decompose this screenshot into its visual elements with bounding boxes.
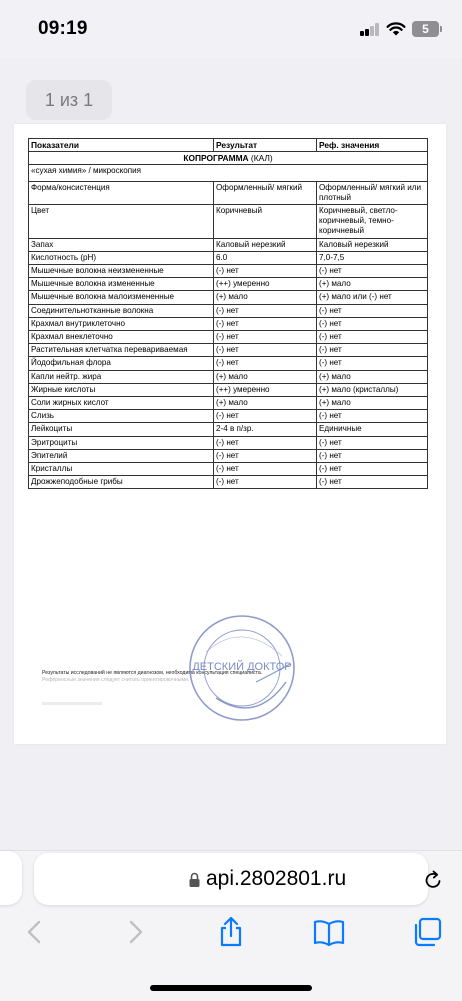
table-row — [29, 331, 428, 344]
result-cell: (-) нет — [214, 317, 317, 330]
reference-cell: (+) мало или (-) нет — [317, 291, 428, 304]
reference-cell: (-) нет — [317, 463, 428, 476]
result-cell: Каловый нерезкий — [214, 238, 317, 251]
indicator-cell: Йодофильная флора — [29, 357, 214, 370]
table-row — [29, 476, 428, 489]
reference-cell: (+) мало — [317, 397, 428, 410]
table-row — [29, 423, 428, 436]
table-row — [29, 436, 428, 449]
book-icon[interactable] — [312, 915, 346, 949]
table-row — [29, 205, 428, 239]
table-header-row — [29, 139, 428, 152]
indicator-cell: Мышечные волокна неизмененные — [29, 265, 214, 278]
table-row — [29, 265, 428, 278]
reference-cell: Каловый нерезкий — [317, 238, 428, 251]
reference-cell: (-) нет — [317, 357, 428, 370]
table-row — [29, 370, 428, 383]
indicator-cell: Мышечные волокна измененные — [29, 278, 214, 291]
reference-cell: (-) нет — [317, 410, 428, 423]
table-row — [29, 397, 428, 410]
table-row — [29, 357, 428, 370]
indicator-cell: Кристаллы — [29, 463, 214, 476]
reference-cell: (+) мало (кристаллы) — [317, 383, 428, 396]
chevron-right-icon[interactable] — [118, 915, 152, 949]
indicator-cell: Цвет — [29, 205, 214, 239]
table-row — [29, 344, 428, 357]
indicator-cell: Капли нейтр. жира — [29, 370, 214, 383]
reference-cell: (-) нет — [317, 449, 428, 462]
table-row — [29, 383, 428, 396]
disclaimer-line: Референсные значения следует считать ориентировочными. — [42, 677, 190, 683]
result-cell: (-) нет — [214, 331, 317, 344]
column-header: Показатели — [29, 139, 214, 152]
scan-smudge — [42, 702, 102, 705]
cellular-signal-icon — [360, 23, 380, 36]
reference-cell: Оформленный/ мягкий или плотный — [317, 181, 428, 204]
tabs-icon[interactable] — [410, 915, 444, 949]
table-row — [29, 251, 428, 264]
result-cell: 2-4 в п/зр. — [214, 423, 317, 436]
indicator-cell: Эритроциты — [29, 436, 214, 449]
section-title-suffix: (КАЛ) — [248, 153, 273, 164]
wifi-icon — [386, 20, 406, 36]
result-cell: (-) нет — [214, 410, 317, 423]
indicator-cell: Соли жирных кислот — [29, 397, 214, 410]
reference-cell: (-) нет — [317, 344, 428, 357]
result-cell: 6.0 — [214, 251, 317, 264]
section-title-bold: КОПРОГРАММА — [183, 153, 249, 164]
subsection-title: «сухая химия» / микроскопия — [29, 165, 428, 181]
address-bar[interactable] — [34, 853, 428, 905]
chevron-left-icon[interactable] — [18, 915, 52, 949]
clinic-stamp-icon — [186, 612, 298, 724]
result-cell: (-) нет — [214, 265, 317, 278]
indicator-cell: Жирные кислоты — [29, 383, 214, 396]
reference-cell: 7,0-7,5 — [317, 251, 428, 264]
table-row — [29, 449, 428, 462]
section-title — [29, 152, 428, 165]
column-header: Результат — [214, 139, 317, 152]
table-row — [29, 463, 428, 476]
indicator-cell: Крахмал внутриклеточно — [29, 317, 214, 330]
result-cell: (-) нет — [214, 304, 317, 317]
result-cell: (++) умеренно — [214, 383, 317, 396]
table-row — [29, 181, 428, 204]
indicator-cell: Слизь — [29, 410, 214, 423]
indicator-cell: Растительная клетчатка переваpиваемая — [29, 344, 214, 357]
table-row — [29, 317, 428, 330]
indicator-cell: Форма/консистенция — [29, 181, 214, 204]
indicator-cell: Запах — [29, 238, 214, 251]
subsection-row — [29, 165, 428, 181]
section-title-row — [29, 152, 428, 165]
reference-cell: (+) мало — [317, 278, 428, 291]
status-bar — [0, 0, 462, 58]
reference-cell: (-) нет — [317, 476, 428, 489]
reference-cell: (-) нет — [317, 331, 428, 344]
stamp-text: ДЕТСКИЙ ДОКТОР — [192, 661, 292, 673]
column-header: Реф. значения — [317, 139, 428, 152]
reference-cell: (-) нет — [317, 436, 428, 449]
result-cell: (-) нет — [214, 449, 317, 462]
reference-cell: (-) нет — [317, 265, 428, 278]
battery-icon: 5 — [412, 21, 439, 37]
previous-tab-pill[interactable] — [0, 851, 22, 905]
lock-icon — [188, 872, 201, 888]
table-row — [29, 304, 428, 317]
result-cell: (++) умеренно — [214, 278, 317, 291]
reference-cell: Единичные — [317, 423, 428, 436]
indicator-cell: Крахмал внеклеточно — [29, 331, 214, 344]
disclaimer-line: Результаты исследований не являются диагнозом, необходима консультация специалиста. — [42, 670, 263, 676]
home-indicator — [150, 985, 312, 991]
reference-cell: (-) нет — [317, 317, 428, 330]
browser-toolbar — [0, 850, 462, 1001]
indicator-cell: Соединительнотканные волокна — [29, 304, 214, 317]
indicator-cell: Мышечные волокна малоизмененные — [29, 291, 214, 304]
result-cell: (-) нет — [214, 436, 317, 449]
page-indicator: 1 из 1 — [26, 80, 112, 120]
result-cell: (-) нет — [214, 463, 317, 476]
result-cell: (-) нет — [214, 357, 317, 370]
reload-icon[interactable] — [422, 869, 444, 891]
table-row — [29, 238, 428, 251]
reference-cell: (-) нет — [317, 304, 428, 317]
table-row — [29, 278, 428, 291]
result-cell: Оформленный/ мягкий — [214, 181, 317, 204]
indicator-cell: Кислотность (pH) — [29, 251, 214, 264]
lab-results-table — [28, 138, 428, 489]
result-cell: (+) мало — [214, 397, 317, 410]
result-cell: (+) мало — [214, 291, 317, 304]
indicator-cell: Эпителий — [29, 449, 214, 462]
result-cell: (-) нет — [214, 344, 317, 357]
result-cell: (-) нет — [214, 476, 317, 489]
status-time: 09:19 — [38, 18, 88, 39]
result-cell: (+) мало — [214, 370, 317, 383]
indicator-cell: Лейкоциты — [29, 423, 214, 436]
indicator-cell: Дрожжеподобные грибы — [29, 476, 214, 489]
table-row — [29, 291, 428, 304]
reference-cell: Коричневый, светло-коричневый, темно-коричневый — [317, 205, 428, 239]
table-row — [29, 410, 428, 423]
url-text: api.2802801.ru — [206, 867, 347, 890]
result-cell: Коричневый — [214, 205, 317, 239]
reference-cell: (+) мало — [317, 370, 428, 383]
share-icon[interactable] — [214, 915, 248, 949]
